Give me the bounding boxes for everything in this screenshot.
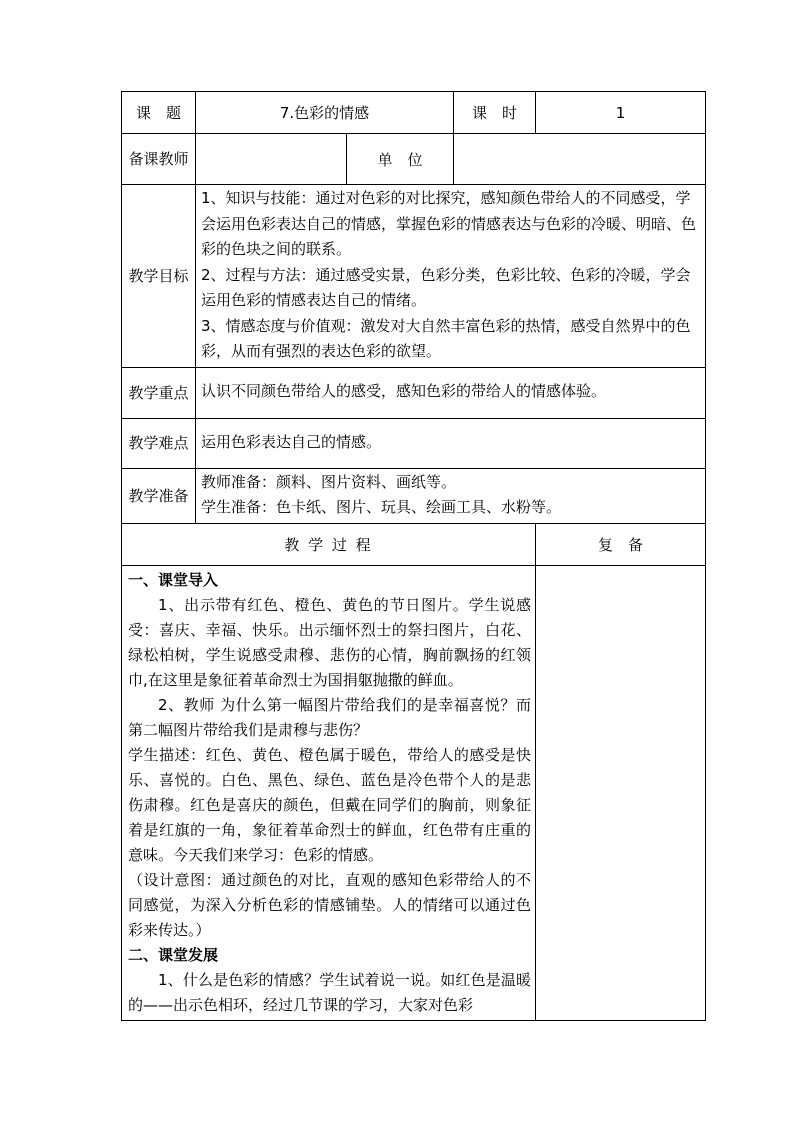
section-development-title: 二、课堂发展 [128,945,219,964]
key-points-label: 教学重点 [122,367,196,418]
key-points-text: 认识不同颜色带给人的感受，感知色彩的带给人的情感体验。 [196,367,706,418]
process-paragraph-4: （设计意图：通过颜色的对比，直观的感知色彩带给人的不同感觉，为深入分析色彩的情感铺垫。人的情绪可以通过色彩来传达。） [128,870,531,939]
period-label: 课 时 [454,92,536,134]
preparation-label: 教学准备 [122,468,196,523]
process-paragraph-2: 2、教师 为什么第一幅图片带给我们的是幸福喜悦？而第二幅图片带给我们是肃穆与悲伤？ [128,695,531,739]
row-objectives [122,185,706,368]
row-process-body [122,565,706,1020]
row-topic [122,92,706,134]
row-difficulties [122,418,706,468]
objectives-label: 教学目标 [122,185,196,368]
lesson-plan-table [121,91,706,1021]
teacher-label: 备课教师 [122,134,196,185]
process-content [122,565,536,1020]
difficulties-text: 运用色彩表达自己的情感。 [196,418,706,468]
objectives-content [196,185,706,368]
process-header: 教 学 过 程 [122,523,536,565]
preparation-content [196,468,706,523]
row-process-header [122,523,706,565]
objective-2: 2、过程与方法：通过感受实景，色彩分类，色彩比较、色彩的冷暖，学会运用色彩的情感表达自己的情绪。 [201,265,691,309]
process-paragraph-1: 1、出示带有红色、橙色、黄色的节日图片。学生说感受：喜庆、幸福、快乐。出示缅怀烈士的祭扫图片，白花、绿松柏树，学生说感受肃穆、悲伤的心情，胸前飘扬的红领巾,在这里是象征着革命烈士为国捐躯抛撒的鲜血。 [128,595,531,689]
period-value: 1 [536,92,706,134]
teacher-preparation: 教师准备：颜料、图片资料、画纸等。 [201,472,457,491]
student-preparation: 学生准备：色卡纸、图片、玩具、绘画工具、水粉等。 [201,498,562,516]
objective-1: 1、知识与技能：通过对色彩的对比探究，感知颜色带给人的不同感受，学会运用色彩表达自己的情感，掌握色彩的情感表达与色彩的冷暖、明暗、色彩的色块之间的联系。 [201,189,697,258]
unit-label: 单 位 [347,134,454,185]
unit-value [454,134,706,185]
difficulties-label: 教学难点 [122,418,196,468]
row-key-points [122,367,706,418]
row-teacher [122,134,706,185]
process-paragraph-3: 学生描述：红色、黄色、橙色属于暖色，带给人的感受是快乐、喜悦的。白色、黑色、绿色、蓝色是冷色带个人的是悲伤肃穆。红色是喜庆的颜色，但戴在同学们的胸前，则象征着是红旗的一角，象征着革命烈士的鲜血，红色带有庄重的意味。今天我们来学习：色彩的情感。 [128,745,531,864]
process-paragraph-5: 1、什么是色彩的情感？学生试着说一说。如红色是温暖的——出示色相环，经过几节课的学习，大家对色彩 [128,970,531,1014]
section-intro-title: 一、课堂导入 [128,570,219,589]
review-header: 复 备 [536,523,706,565]
teacher-value [196,134,347,185]
row-preparation [122,468,706,523]
topic-value: 7.色彩的情感 [196,92,454,134]
topic-label: 课 题 [122,92,196,134]
objective-3: 3、情感态度与价值观：激发对大自然丰富色彩的热情，感受自然界中的色彩，从而有强烈的表达色彩的欲望。 [201,316,691,360]
review-content [536,565,706,1020]
